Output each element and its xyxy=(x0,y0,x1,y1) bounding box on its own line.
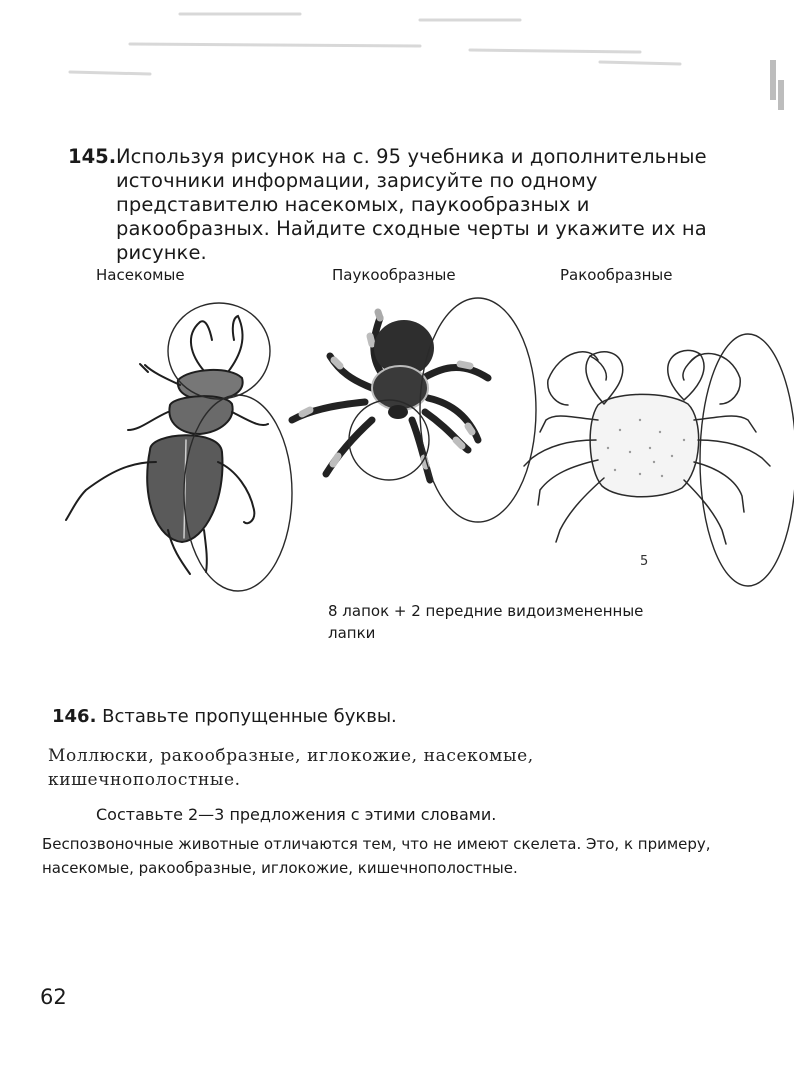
beetle-illustration xyxy=(66,316,268,574)
compose-instruction: Составьте 2—3 предложения с этими словами. xyxy=(96,805,497,824)
label-insects: Насекомые xyxy=(96,266,185,284)
crab-legs-ellipse xyxy=(700,334,794,586)
crab-illustration xyxy=(524,350,770,544)
page-number: 62 xyxy=(40,985,67,1009)
task-146-number: 146. xyxy=(52,706,97,727)
label-arachnids: Паукообразные xyxy=(332,266,456,284)
illustrations xyxy=(0,290,794,610)
answer-text: Беспозвоночные животные отличаются тем, что не имеют скелета. Это, к примеру, насекомые, ракообразные, иглокожие, кишечнополостные. xyxy=(42,835,711,877)
task-146 xyxy=(52,706,397,727)
task-146-text: Вставьте пропущенные буквы. xyxy=(102,706,397,727)
legs-note: 8 лапок + 2 передние видоизмененные лапки xyxy=(328,602,644,642)
spider-legs-ellipse xyxy=(420,298,536,522)
handwritten-words: Моллюски, ракообразные, иглокожие, насекомые, кишечнополостные. xyxy=(48,746,534,790)
figure-mark: 5 xyxy=(640,554,649,569)
task-145-number: 145. xyxy=(68,145,117,168)
label-crustaceans: Ракообразные xyxy=(560,266,673,284)
faint-top-remnants xyxy=(0,0,794,110)
task-145-text: Используя рисунок на с. 95 учебника и дополнительные источники информации, зарисуйте по одному представителю насекомых, паукообразных и ракообразных. Найдите сходные черты и укажите их на рисунке. xyxy=(116,145,707,264)
spider-illustration xyxy=(292,312,488,480)
